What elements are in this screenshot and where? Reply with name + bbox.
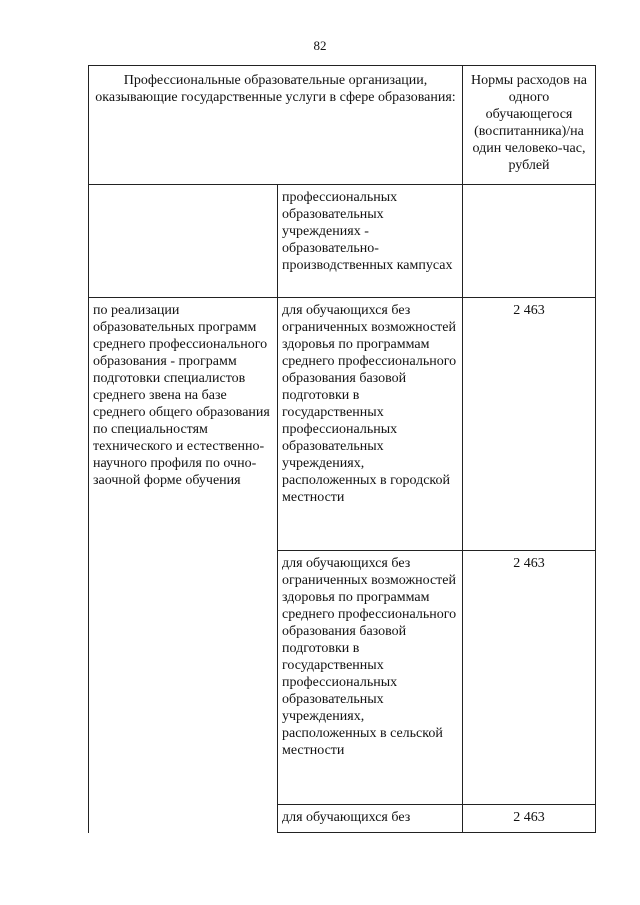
table-row xyxy=(89,298,596,551)
page-number: 82 xyxy=(313,38,327,53)
continuation-cell-description xyxy=(278,185,463,298)
category-text: по реализации образовательных программ среднего профессионального образования - программ подготовки специалистов среднего звена на базе среднего общего образования по специальностям технического и естественно-научного профиля по очно-заочной форме обучения xyxy=(93,303,270,488)
continuation-description-text: профессиональных образовательных учреждениях - образовательно-производственных кампусах xyxy=(282,190,453,273)
value-cell xyxy=(463,551,596,805)
value-cell xyxy=(463,298,596,551)
description-text: для обучающихся без ограниченных возможностей здоровья по программам среднего профессионального образования базовой подготовки в государственных профессиональных образовательных учреждениях, расположенных в сельской местности xyxy=(282,556,457,758)
header-norms: Нормы расходов на одного обучающегося (воспитанника)/на один человеко-час, рублей xyxy=(463,66,596,185)
category-cell xyxy=(89,298,278,833)
description-cell xyxy=(278,805,463,833)
description-text: для обучающихся без xyxy=(282,810,411,825)
value-text: 2 463 xyxy=(513,303,545,318)
continuation-cell-category xyxy=(89,185,278,298)
table-header-row xyxy=(89,66,596,185)
value-cell xyxy=(463,805,596,833)
value-text: 2 463 xyxy=(513,810,545,825)
norms-table xyxy=(88,65,596,833)
description-cell xyxy=(278,551,463,805)
header-organizations: Профессиональные образовательные организации, оказывающие государственные услуги в сфере образования: xyxy=(89,66,463,185)
table-row xyxy=(89,185,596,298)
description-text: для обучающихся без ограниченных возможностей здоровья по программам среднего профессионального образования базовой подготовки в государственных профессиональных образовательных учреждениях, расположенных в городской местности xyxy=(282,303,457,505)
description-cell xyxy=(278,298,463,551)
value-text: 2 463 xyxy=(513,556,545,571)
continuation-cell-value xyxy=(463,185,596,298)
